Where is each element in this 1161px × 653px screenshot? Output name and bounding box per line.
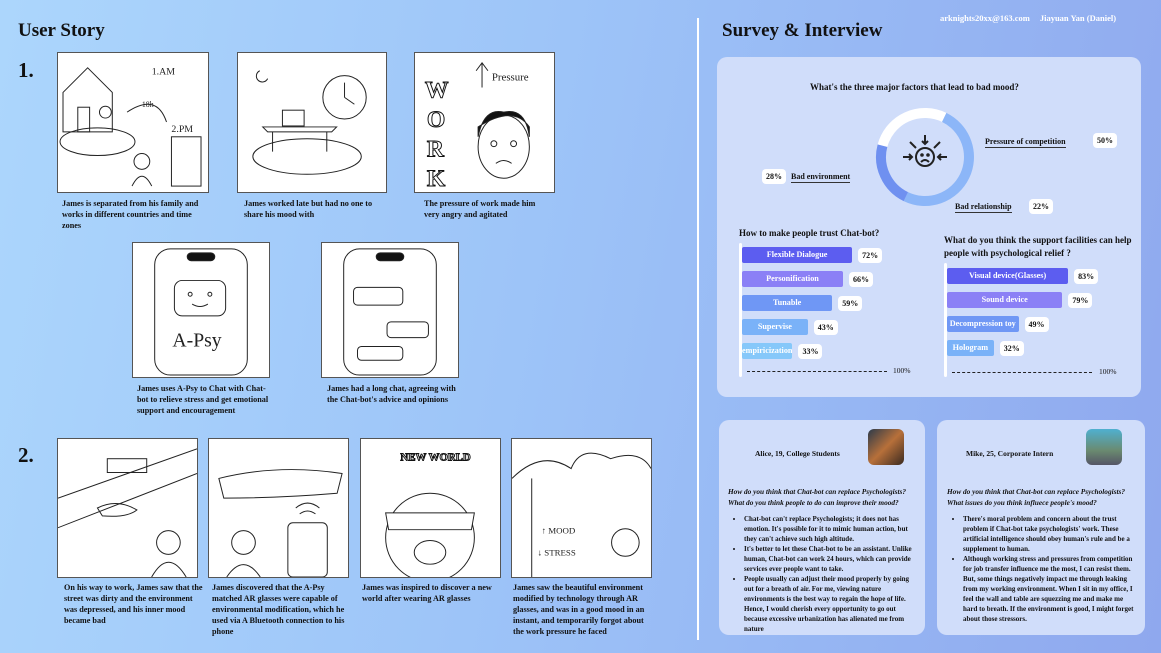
- bar-value-3: 32%: [1000, 341, 1024, 356]
- section-divider: [697, 18, 699, 640]
- bar-0: Flexible Dialogue: [742, 247, 852, 263]
- bar-3: Supervise: [742, 319, 808, 335]
- bar-value-2: 59%: [838, 296, 862, 311]
- sketch-mood-text: ↑ MOOD: [541, 525, 576, 536]
- interview-card-mike: [937, 420, 1145, 635]
- interview-body: [728, 486, 920, 634]
- bar-value-0: 72%: [858, 248, 882, 263]
- label-bad-relationship: Bad relationship: [955, 202, 1012, 211]
- email: arknights20xx@163.com: [940, 13, 1030, 23]
- bar-value-1: 66%: [849, 272, 873, 287]
- bar-2: Tunable: [742, 295, 832, 311]
- answer-item: • People usually can adjust their mood properly by going out for a breath of air. For me, viewing nature environments is the best way to regain the hope of life. Hence, I would cherish every opportunity to go out because excessive urbanization has alienated me from nature: [744, 574, 920, 634]
- answer-item: • There's moral problem and concern about the trust problem if Chat-bot take psychologists' work. These artificial intelligence should obey human's rule and be a supplement to human.: [963, 514, 1139, 554]
- bar-value-2: 49%: [1025, 317, 1049, 332]
- interview-answers: [947, 514, 1139, 624]
- facilities-chart-max-line: [952, 372, 1092, 373]
- svg-text:K: K: [426, 166, 446, 192]
- svg-text:O: O: [426, 106, 446, 133]
- bar-value-0: 83%: [1074, 269, 1098, 284]
- sketch-work-text: [425, 77, 449, 192]
- sketch-dirty-street: [57, 438, 198, 578]
- bar-2: Decompression toy: [947, 316, 1019, 332]
- sketch-beautiful-environment: [511, 438, 652, 578]
- interview-answers: [728, 514, 920, 634]
- value-bad-relationship: 22%: [1029, 199, 1053, 214]
- bar-3: Hologram: [947, 340, 994, 356]
- caption-6: On his way to work, James saw that the street was dirty and the environment was depressed, and his inner mood became bad: [64, 583, 203, 625]
- sketch-work-pressure: [414, 52, 555, 193]
- bar-1: Personification: [742, 271, 843, 287]
- facilities-chart-title: What do you think the support facilities can help people with psychological relief ?: [944, 235, 1132, 258]
- caption-4: James uses A-Psy to Chat with Chat-bot to relieve stress and get emotional support and encouragement: [137, 384, 269, 415]
- donut-slice-1: [881, 146, 906, 197]
- sketch-clock1-text: 1.AM: [151, 66, 175, 78]
- sketch-ar-glasses-bluetooth: [208, 438, 349, 578]
- answer-item: • It's better to let these Chat-bot to be an assistant. Unlike human, Chat-bot can work 24 hours, which can provide services ever people want to take.: [744, 544, 920, 574]
- sketch-stress-text: ↓ STRESS: [537, 547, 576, 558]
- bar-1: Sound device: [947, 292, 1062, 308]
- sketch-chat-conversation: [321, 242, 459, 378]
- label-bad-environment: Bad environment: [791, 172, 851, 181]
- bar-value-1: 79%: [1068, 293, 1092, 308]
- svg-text:W: W: [424, 77, 449, 104]
- donut-chart: [867, 107, 987, 217]
- bar-value-4: 33%: [798, 344, 822, 359]
- interview-body: [947, 486, 1139, 624]
- caption-8: James was inspired to discover a new world after wearing AR glasses: [362, 583, 492, 603]
- label-pressure-of-competition: Pressure of competition: [985, 137, 1066, 146]
- trust-chart-max-label: 100%: [893, 366, 911, 375]
- donut-title: What's the three major factors that lead to bad mood?: [810, 82, 1019, 92]
- interviewee-name: Mike, 25, Corporate Intern: [966, 449, 1054, 458]
- interview-questions: How do you think that Chat-bot can replace Psychologists? What do you think people to do can improve their mood?: [728, 487, 906, 507]
- section-number-2: 2.: [18, 443, 34, 467]
- caption-5: James had a long chat, agreeing with the Chat-bot's advice and opinions: [327, 384, 456, 404]
- caption-3: The pressure of work made him very angry and agitated: [424, 199, 536, 219]
- stressed-face-icon: [903, 135, 947, 166]
- facilities-chart-max-label: 100%: [1099, 367, 1117, 376]
- bar-0: Visual device(Glasses): [947, 268, 1068, 284]
- avatar-alice: [868, 429, 904, 465]
- sketch-pressure-text: Pressure: [491, 71, 529, 84]
- bar-4: empiricization: [742, 343, 792, 359]
- survey-card: [717, 57, 1141, 397]
- svg-text:R: R: [426, 136, 444, 163]
- sketch-hours-text: 18h: [141, 100, 154, 110]
- sketch-working-late: [237, 52, 387, 193]
- trust-chart-title: How to make people trust Chat-bot?: [739, 228, 880, 238]
- sketch-new-world: [360, 438, 501, 578]
- user-story-title: User Story: [18, 20, 105, 41]
- sketch-apsy-app: [132, 242, 270, 378]
- caption-7: James discovered that the A-Psy matched AR glasses were capable of environmental modification, which he used via A Bluetooth connection to his phone: [212, 583, 345, 636]
- donut-slice-2: [882, 113, 944, 146]
- sketch-clock2-text: 2.PM: [171, 123, 194, 135]
- sketch-separated-family: [57, 52, 209, 193]
- section-number-1: 1.: [18, 58, 34, 82]
- author-name: Jiayuan Yan (Daniel): [1039, 13, 1117, 23]
- value-pressure-of-competition: 50%: [1093, 133, 1117, 148]
- survey-title: Survey & Interview: [722, 20, 883, 41]
- header-contact: [940, 13, 1116, 23]
- avatar-mike: [1086, 429, 1122, 465]
- sketch-app-text: A-Psy: [172, 329, 222, 352]
- interview-card-alice: [719, 420, 925, 635]
- answer-item: • Although working stress and pressures from competition for job transfer influence me the most, I can resist them. But, some things negatively impact me through leaking from my working environment. When I sit in my office, I feel the wall and table are squezzing me and make me hard to breath. If the environment is good, I might forget about those stressors.: [963, 554, 1139, 624]
- caption-1: James is separated from his family and works in different countries and time zones: [62, 199, 199, 230]
- interview-questions: How do you think that Chat-bot can replace Psychologists? What issues do you think influece people's mood?: [947, 487, 1125, 507]
- value-bad-environment: 28%: [762, 169, 786, 184]
- trust-chart-max-line: [747, 371, 887, 372]
- caption-9: James saw the beautiful environment modified by technology through AR glasses, and was in a good mood in an instant, and temporarily forgot about the work pressure he faced: [513, 583, 645, 636]
- caption-2: James worked late but had no one to share his mood with: [244, 199, 373, 219]
- interviewee-name: Alice, 19, College Students: [755, 449, 840, 458]
- answer-item: • Chat-bot can't replace Psychologists; it does not has emotion. It's possible for it to mimic human action, but they can't achieve such high altitude.: [744, 514, 920, 544]
- bar-value-3: 43%: [814, 320, 838, 335]
- sketch-new-world-text: NEW WORLD: [400, 451, 471, 464]
